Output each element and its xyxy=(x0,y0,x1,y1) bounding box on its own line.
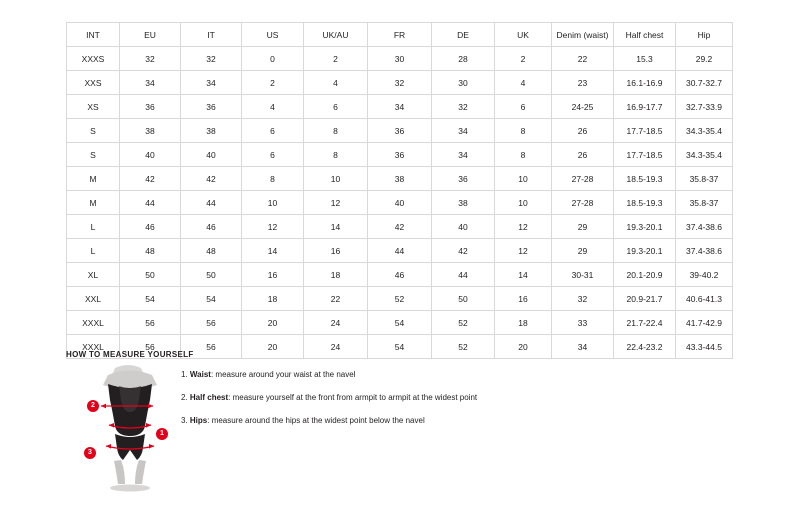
table-cell: 24 xyxy=(304,311,368,335)
table-cell: 24 xyxy=(304,335,368,359)
how-to-measure-steps xyxy=(181,369,601,438)
table-row xyxy=(67,95,733,119)
table-cell: 4 xyxy=(242,95,304,119)
table-cell: 56 xyxy=(120,311,181,335)
step-term: Hips xyxy=(189,416,208,425)
table-cell: 20 xyxy=(242,311,304,335)
table-cell: 19.3-20.1 xyxy=(614,239,676,263)
table-cell: 50 xyxy=(432,287,495,311)
table-cell: 19.3-20.1 xyxy=(614,215,676,239)
table-cell: 20 xyxy=(242,335,304,359)
table-cell: 40 xyxy=(120,143,181,167)
table-cell: 4 xyxy=(495,71,552,95)
table-cell: 0 xyxy=(242,47,304,71)
table-cell: 15.3 xyxy=(614,47,676,71)
table-cell: 29.2 xyxy=(676,47,733,71)
table-cell: 20.1-20.9 xyxy=(614,263,676,287)
table-cell: 12 xyxy=(304,191,368,215)
table-cell: 44 xyxy=(120,191,181,215)
measure-badge-2: 2 xyxy=(87,400,99,412)
table-row xyxy=(67,263,733,287)
table-cell: 36 xyxy=(368,143,432,167)
table-cell: 34.3-35.4 xyxy=(676,119,733,143)
table-row xyxy=(67,47,733,71)
table-cell: 42 xyxy=(432,239,495,263)
table-cell: 52 xyxy=(368,287,432,311)
table-cell: 41.7-42.9 xyxy=(676,311,733,335)
column-header: EU xyxy=(120,23,181,47)
table-cell: 52 xyxy=(432,335,495,359)
table-cell: 39-40.2 xyxy=(676,263,733,287)
table-cell: 32 xyxy=(552,287,614,311)
size-conversion-table xyxy=(66,22,733,359)
table-cell: S xyxy=(67,143,120,167)
table-cell: 10 xyxy=(495,167,552,191)
table-cell: 6 xyxy=(242,119,304,143)
table-cell: 30 xyxy=(432,71,495,95)
table-cell: L xyxy=(67,239,120,263)
table-cell: 6 xyxy=(495,95,552,119)
mannequin-figure-icon xyxy=(75,362,185,492)
table-cell: 2 xyxy=(242,71,304,95)
table-cell: 44 xyxy=(181,191,242,215)
table-cell: 26 xyxy=(552,119,614,143)
table-cell: 38 xyxy=(181,119,242,143)
table-cell: XXXL xyxy=(67,335,120,359)
table-cell: 54 xyxy=(181,287,242,311)
table-cell: 6 xyxy=(304,95,368,119)
table-cell: 36 xyxy=(120,95,181,119)
table-cell: 56 xyxy=(181,311,242,335)
table-cell: XXL xyxy=(67,287,120,311)
table-cell: 32.7-33.9 xyxy=(676,95,733,119)
table-cell: 20.9-21.7 xyxy=(614,287,676,311)
table-cell: 27-28 xyxy=(552,191,614,215)
table-cell: 28 xyxy=(432,47,495,71)
table-cell: XL xyxy=(67,263,120,287)
table-cell: 24-25 xyxy=(552,95,614,119)
table-cell: 34 xyxy=(368,95,432,119)
table-cell: 40.6-41.3 xyxy=(676,287,733,311)
table-cell: 2 xyxy=(304,47,368,71)
table-cell: 32 xyxy=(181,47,242,71)
table-row xyxy=(67,191,733,215)
table-row xyxy=(67,311,733,335)
table-cell: 40 xyxy=(181,143,242,167)
table-row xyxy=(67,119,733,143)
column-header: DE xyxy=(432,23,495,47)
table-cell: 42 xyxy=(120,167,181,191)
table-cell: 42 xyxy=(181,167,242,191)
table-cell: 43.3-44.5 xyxy=(676,335,733,359)
table-cell: 2 xyxy=(495,47,552,71)
table-cell: 44 xyxy=(368,239,432,263)
table-row xyxy=(67,239,733,263)
column-header: INT xyxy=(67,23,120,47)
table-cell: 54 xyxy=(368,335,432,359)
table-cell: 50 xyxy=(120,263,181,287)
table-cell: 17.7-18.5 xyxy=(614,119,676,143)
table-cell: 34.3-35.4 xyxy=(676,143,733,167)
table-cell: 40 xyxy=(432,215,495,239)
column-header: Denim (waist) xyxy=(552,23,614,47)
table-cell: 18 xyxy=(304,263,368,287)
table-cell: 34 xyxy=(120,71,181,95)
table-cell: 38 xyxy=(432,191,495,215)
table-cell: 8 xyxy=(242,167,304,191)
table-cell: 10 xyxy=(242,191,304,215)
table-cell: 36 xyxy=(368,119,432,143)
table-cell: 18 xyxy=(495,311,552,335)
table-cell: 29 xyxy=(552,239,614,263)
table-cell: 34 xyxy=(432,119,495,143)
table-cell: 10 xyxy=(495,191,552,215)
table-cell: 12 xyxy=(495,215,552,239)
table-cell: 32 xyxy=(120,47,181,71)
step-text: : measure around your waist at the navel xyxy=(210,370,356,379)
table-cell: 18 xyxy=(242,287,304,311)
table-cell: XXXS xyxy=(67,47,120,71)
table-cell: 37.4-38.6 xyxy=(676,215,733,239)
table-cell: 40 xyxy=(368,191,432,215)
table-cell: 30 xyxy=(368,47,432,71)
table-cell: 16 xyxy=(304,239,368,263)
table-cell: 6 xyxy=(242,143,304,167)
table-cell: 18.5-19.3 xyxy=(614,191,676,215)
table-cell: 29 xyxy=(552,215,614,239)
table-cell: 22 xyxy=(552,47,614,71)
table-cell: 35.8-37 xyxy=(676,167,733,191)
measure-step-1 xyxy=(181,369,601,380)
table-cell: 32 xyxy=(432,95,495,119)
table-cell: 14 xyxy=(304,215,368,239)
step-text: : measure yourself at the front from armpit to armpit at the widest point xyxy=(228,393,478,402)
table-cell: 36 xyxy=(432,167,495,191)
table-cell: 38 xyxy=(368,167,432,191)
step-number: 2. xyxy=(181,393,188,402)
table-cell: 14 xyxy=(242,239,304,263)
step-number: 1. xyxy=(181,370,188,379)
table-cell: 34 xyxy=(552,335,614,359)
measure-badge-1: 1 xyxy=(156,428,168,440)
table-cell: 23 xyxy=(552,71,614,95)
step-term: Waist xyxy=(189,370,211,379)
table-cell: 22 xyxy=(304,287,368,311)
table-cell: S xyxy=(67,119,120,143)
table-cell: 56 xyxy=(181,335,242,359)
table-cell: 30.7-32.7 xyxy=(676,71,733,95)
table-row xyxy=(67,71,733,95)
table-cell: 27-28 xyxy=(552,167,614,191)
table-cell: 4 xyxy=(304,71,368,95)
table-cell: 46 xyxy=(368,263,432,287)
table-cell: M xyxy=(67,167,120,191)
measurement-illustration xyxy=(75,362,185,492)
table-row xyxy=(67,287,733,311)
table-cell: 8 xyxy=(304,143,368,167)
table-cell: 54 xyxy=(368,311,432,335)
table-cell: 16.9-17.7 xyxy=(614,95,676,119)
measure-step-3 xyxy=(181,415,601,426)
table-cell: 14 xyxy=(495,263,552,287)
table-cell: XXS xyxy=(67,71,120,95)
table-cell: 16 xyxy=(242,263,304,287)
column-header: US xyxy=(242,23,304,47)
table-header-row xyxy=(67,23,733,47)
table-cell: 54 xyxy=(120,287,181,311)
table-cell: 18.5-19.3 xyxy=(614,167,676,191)
table-cell: 10 xyxy=(304,167,368,191)
table-cell: 32 xyxy=(368,71,432,95)
table-cell: 8 xyxy=(495,119,552,143)
table-cell: 48 xyxy=(181,239,242,263)
column-header: UK/AU xyxy=(304,23,368,47)
column-header: UK xyxy=(495,23,552,47)
column-header: Half chest xyxy=(614,23,676,47)
table-cell: 17.7-18.5 xyxy=(614,143,676,167)
table-cell: 30-31 xyxy=(552,263,614,287)
table-cell: 46 xyxy=(120,215,181,239)
table-cell: 21.7-22.4 xyxy=(614,311,676,335)
table-cell: 22.4-23.2 xyxy=(614,335,676,359)
table-cell: 34 xyxy=(181,71,242,95)
table-cell: 12 xyxy=(242,215,304,239)
table-cell: 16.1-16.9 xyxy=(614,71,676,95)
table-cell: 38 xyxy=(120,119,181,143)
table-row xyxy=(67,167,733,191)
table-cell: 42 xyxy=(368,215,432,239)
table-cell: 26 xyxy=(552,143,614,167)
table-cell: 8 xyxy=(304,119,368,143)
table-cell: 56 xyxy=(120,335,181,359)
table-cell: 46 xyxy=(181,215,242,239)
table-cell: M xyxy=(67,191,120,215)
table-cell: 34 xyxy=(432,143,495,167)
step-term: Half chest xyxy=(189,393,229,402)
table-cell: 48 xyxy=(120,239,181,263)
table-cell: XXXL xyxy=(67,311,120,335)
table-cell: 50 xyxy=(181,263,242,287)
table-cell: 8 xyxy=(495,143,552,167)
table-cell: L xyxy=(67,215,120,239)
table-cell: 35.8-37 xyxy=(676,191,733,215)
step-number: 3. xyxy=(181,416,188,425)
table-cell: 16 xyxy=(495,287,552,311)
size-table-container xyxy=(66,22,732,359)
measure-step-2 xyxy=(181,392,601,403)
table-cell: 20 xyxy=(495,335,552,359)
how-to-measure-title: HOW TO MEASURE YOURSELF xyxy=(66,350,194,359)
column-header: IT xyxy=(181,23,242,47)
table-cell: 37.4-38.6 xyxy=(676,239,733,263)
table-cell: 33 xyxy=(552,311,614,335)
measure-badge-3: 3 xyxy=(84,447,96,459)
table-cell: 12 xyxy=(495,239,552,263)
table-row xyxy=(67,143,733,167)
table-cell: 44 xyxy=(432,263,495,287)
table-cell: 52 xyxy=(432,311,495,335)
step-text: : measure around the hips at the widest point below the navel xyxy=(207,416,425,425)
column-header: Hip xyxy=(676,23,733,47)
table-row xyxy=(67,215,733,239)
table-cell: 36 xyxy=(181,95,242,119)
column-header: FR xyxy=(368,23,432,47)
table-cell: XS xyxy=(67,95,120,119)
